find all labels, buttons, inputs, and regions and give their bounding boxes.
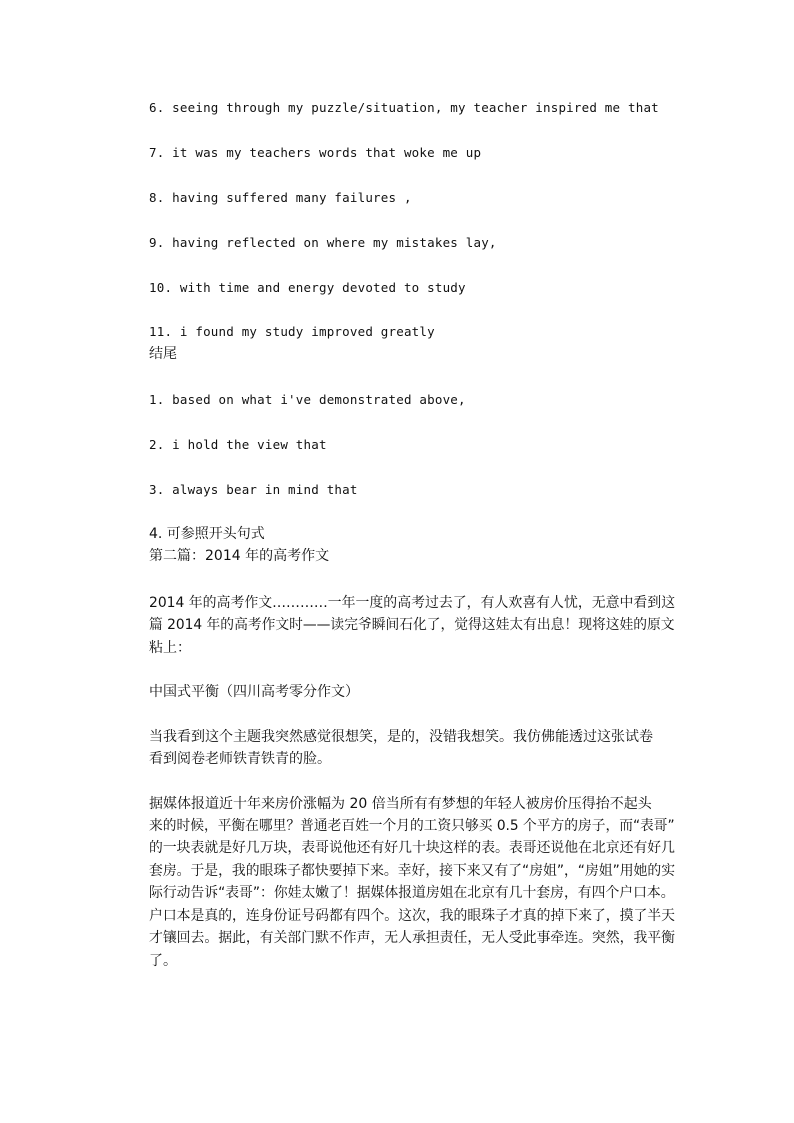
intro-line-2: 篇 2014 年的高考作文时——读完爷瞬间石化了，觉得这娃太有出息！现将这娃的原文 — [149, 617, 675, 633]
intro-line-3: 粘上： — [149, 640, 191, 656]
list-item-6: 6. seeing through my puzzle/situation, my teacher inspired me that — [149, 100, 659, 115]
para2-line-7: 才镶回去。据此，有关部门默不作声，无人承担责任，无人受此事牵连。突然，我平衡 — [149, 930, 675, 946]
ending-item-4: 4. 可参照开头句式 — [149, 526, 265, 542]
list-item-8: 8. having suffered many failures , — [149, 190, 412, 205]
para2-line-2: 来的时候，平衡在哪里？普通老百姓一个月的工资只够买 0.5 个平方的房子，而“表哥” — [149, 818, 675, 834]
para2-line-3: 的一块表就是好几万块，表哥说他还有好几十块这样的表。表哥还说他在北京还有好几 — [149, 840, 675, 856]
para2-line-1: 据媒体报道近十年来房价涨幅为 20 倍当所有有梦想的年轻人被房价压得抬不起头 — [149, 796, 652, 812]
para1-line-2: 看到阅卷老师铁青铁青的脸。 — [149, 751, 331, 767]
para2-line-4: 套房。于是，我的眼珠子都快要掉下来。幸好，接下来又有了“房姐”，“房姐”用她的实 — [149, 863, 676, 879]
para1-line-1: 当我看到这个主题我突然感觉很想笑，是的，没错我想笑。我仿佛能透过这张试卷 — [149, 729, 653, 745]
para2-line-6: 户口本是真的，连身份证号码都有四个。这次，我的眼珠子才真的掉下来了，摸了半天 — [149, 908, 675, 924]
list-item-11: 11. i found my study improved greatly — [149, 324, 435, 339]
list-item-7: 7. it was my teachers words that woke me up — [149, 145, 482, 160]
para2-line-8: 了。 — [149, 953, 177, 969]
list-item-9: 9. having reflected on where my mistakes lay, — [149, 235, 497, 250]
essay-title: 中国式平衡（四川高考零分作文） — [149, 684, 359, 700]
list-item-10: 10. with time and energy devoted to study — [149, 280, 466, 295]
ending-heading: 结尾 — [149, 346, 177, 362]
ending-item-3: 3. always bear in mind that — [149, 482, 358, 497]
para2-line-5: 际行动告诉“表哥”：你娃太嫩了！据媒体报道房姐在北京有几十套房，有四个户口本。 — [149, 885, 675, 901]
ending-item-2: 2. i hold the view that — [149, 437, 327, 452]
ending-item-1: 1. based on what i've demonstrated above, — [149, 392, 466, 407]
section-title: 第二篇：2014 年的高考作文 — [149, 548, 330, 564]
intro-line-1: 2014 年的高考作文…………一年一度的高考过去了，有人欢喜有人忧，无意中看到这 — [149, 595, 676, 611]
